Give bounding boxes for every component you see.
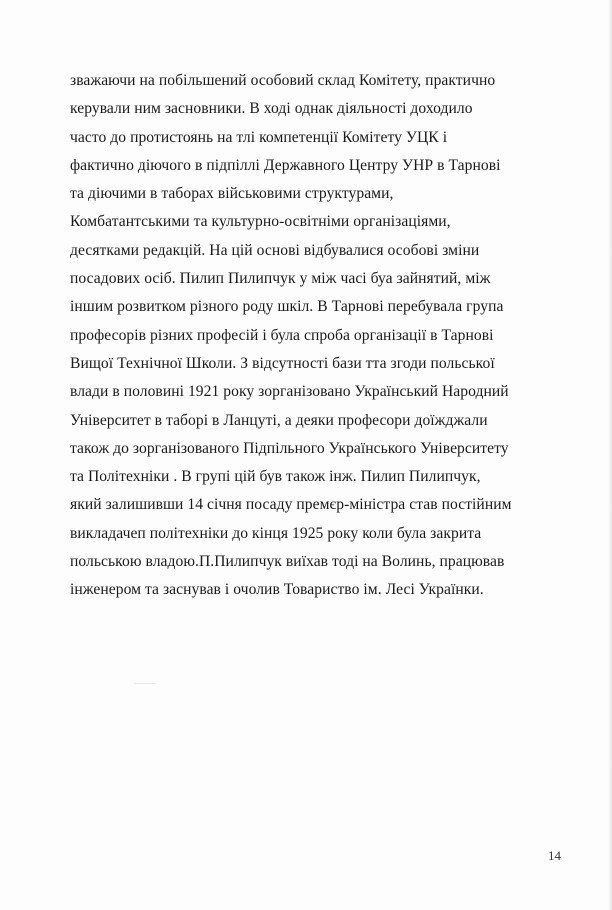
text-line: керували ним засновники. В ході однак діяльності доходило	[70, 100, 473, 118]
text-line: влади в половині 1921 року зорганізовано Український Народний	[70, 383, 509, 401]
text-line: Комбатантськими та культурно-освітніми організаціями,	[70, 213, 451, 231]
text-line: десятками редакцій. На цій основі відбувалися особові зміни	[70, 241, 480, 259]
text-line: який залишивши 14 січня посаду премєр-міністра став постійним	[70, 496, 512, 514]
text-line: та Політехніки . В групі цій був також інж. Пилип Пилипчук,	[70, 468, 481, 486]
scan-artifact	[134, 683, 156, 684]
text-line: фактично діючого в підпіллі Державного Центру УНР в Тарнові	[70, 156, 501, 174]
text-line: також до зорганізованого Підпільного Українського Університету	[70, 439, 509, 457]
text-line: польською владою.П.Пилипчук виїхав тоді на Волинь, працював	[70, 553, 505, 571]
text-line: часто до протистоянь на тлі компетенції Комітету УЦК і	[70, 128, 448, 146]
text-line: інженером та заснував і очолив Товариство ім. Лесі Українки.	[70, 581, 484, 599]
body-text	[70, 67, 590, 605]
text-line: Університет в таборі в Ланцуті, а деяки професори доїжджали	[70, 411, 488, 429]
text-line: професорів різних професій і була спроба організації в Тарнові	[70, 326, 494, 344]
text-line: зважаючи на побільшений особовий склад Комітету, практично	[70, 72, 496, 89]
text-line: та діючими в таборах військовими структурами,	[70, 185, 394, 203]
text-line: викладачеп політехніки до кінця 1925 року коли була закрита	[70, 524, 482, 542]
text-line: Вищої Технічної Школи. З відсутності бази тта згоди польської	[70, 354, 495, 372]
text-line: посадових осіб. Пилип Пилипчук у між часі буа зайнятий, між	[70, 270, 491, 288]
page-edge-shadow	[608, 0, 612, 910]
text-line: іншим розвитком різного роду шкіл. В Тарнові перебувала група	[70, 298, 504, 316]
page-number: 14	[548, 848, 561, 863]
